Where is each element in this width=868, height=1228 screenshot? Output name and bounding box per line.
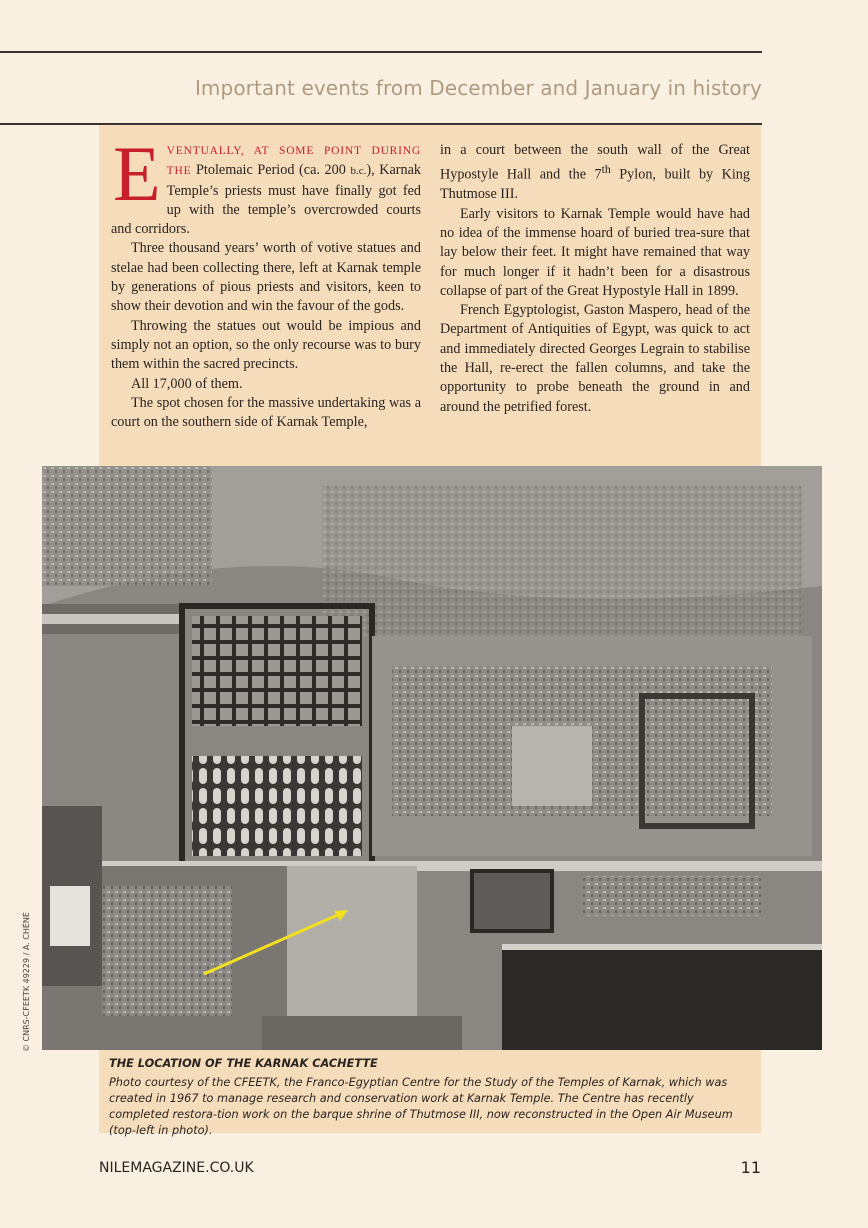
caption-text: Photo courtesy of the CFEETK, the Franco-Egyptian Centre for the Study of the Temples of Karnak, which was created in 1967 to manage research and conservation work at Karnak Temple. The Centre has recently completed restora-tion work on the barque shrine of Thutmose III, now reconstructed in the Open Air Museum (top-left in photo). — [109, 1076, 733, 1137]
paragraph-6 — [440, 141, 750, 205]
paragraph-7: Early visitors to Karnak Temple would have had no idea of the immense hoard of buried trea-sure that lay below their feet. It might have remained that way for much longer if it hadn’t been for a disastrous collapse of part of the Great Hypostyle Hall in 1899. — [440, 205, 750, 299]
footer-site-name: NILEMAGAZINE.CO.UK — [99, 1160, 254, 1176]
drop-cap: E — [113, 130, 161, 217]
paragraph-1-text-b: ), Karnak Temple’s priests must have finally got fed up with the temple’s overcrowded courts and corridors. — [111, 162, 421, 238]
article-text-box — [99, 125, 761, 466]
paragraph-1-text-a: Ptolemaic Period (ca. 200 — [191, 162, 351, 179]
aerial-photo-karnak — [42, 466, 822, 1050]
photo-caption-box — [99, 1050, 761, 1137]
paragraph-6-text-a: in a court between the south wall of the Great Hypostyle Hall and the 7 — [440, 142, 750, 184]
bc-abbrev: b.c. — [350, 165, 367, 178]
paragraph-1 — [111, 130, 421, 239]
article-column-left — [111, 130, 421, 432]
article-column-right — [440, 141, 750, 417]
photo-credit: © CNRS-CFEETK 49229 / A. CHÉNÉ — [22, 912, 31, 1052]
paragraph-2: Three thousand years’ worth of votive statues and stelae had been collecting there, left at Karnak temple by generations of pious priests and visitors, keen to show their devotion and win the favour of the gods. — [111, 240, 421, 315]
paragraph-4: All 17,000 of them. — [131, 375, 243, 392]
page-title: Important events from December and January in history — [194, 76, 762, 100]
paragraph-6-text-b: Pylon, built by King Thutmose III. — [440, 167, 750, 203]
paragraph-8: French Egyptologist, Gaston Maspero, head of the Department of Antiquities of Egypt, was quick to act and immediately directed Georges Legrain to stabilise the Hall, re-erect the fallen columns, and take the opportunity to probe beneath the ground in and around the petrified forest. — [440, 302, 750, 415]
header-rule-top — [0, 51, 762, 53]
lead-in-caps: VENTUALLY, AT SOME POINT DURING THE — [166, 145, 421, 178]
paragraph-3: Throwing the statues out would be impious and simply not an option, so the only recourse was to bury them within the sacred precincts. — [111, 317, 421, 373]
footer-page-number: 11 — [740, 1158, 761, 1177]
paragraph-5: The spot chosen for the massive undertaking was a court on the southern side of Karnak Temple, — [111, 394, 421, 431]
aerial-photo-illustration — [42, 466, 822, 1050]
caption-title: THE LOCATION OF THE KARNAK CACHETTE — [109, 1057, 378, 1070]
ordinal-suffix: th — [601, 162, 611, 177]
